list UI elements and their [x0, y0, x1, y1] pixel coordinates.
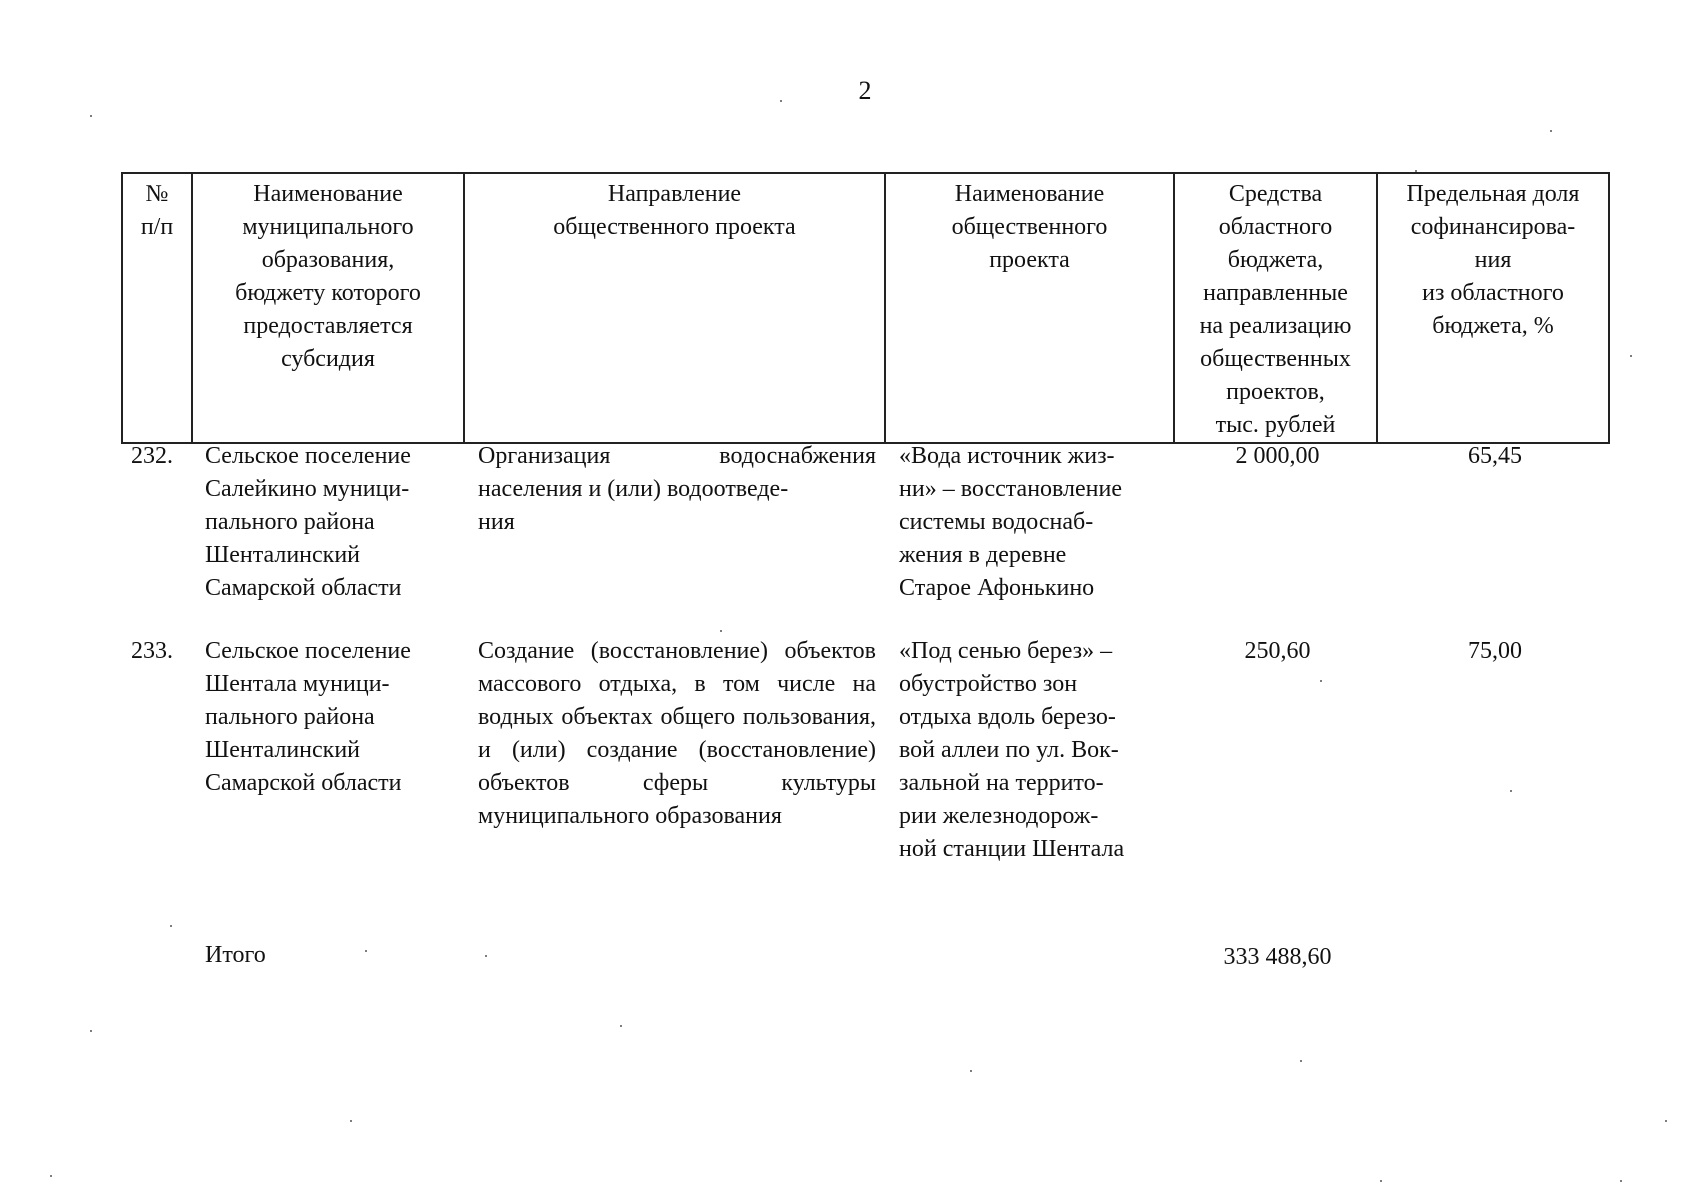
scan-speck: [1630, 355, 1632, 357]
table-header: [121, 172, 1610, 444]
scan-speck: [1300, 1060, 1302, 1062]
row-number: 232.: [131, 443, 173, 469]
row-municipality: Сельское поселение Салейкино муници- пального района Шенталинский Самарской области: [205, 443, 411, 601]
row-project-name: «Вода источник жиз- ни» – восстановление системы водоснаб- жения в деревне Старое Афонькино: [899, 443, 1123, 601]
row-funds: 250,60: [1244, 638, 1311, 664]
scan-speck: [90, 1030, 92, 1032]
scan-speck: [1550, 130, 1552, 132]
row-project-name: «Под сенью берез» – обустройство зон отдыха вдоль березо- вой аллеи по ул. Вок- зальной на террито- рии железнодорож- ной станции Шентала: [899, 638, 1125, 862]
header-project-name: Наименование общественного проекта: [885, 173, 1174, 443]
scan-speck: [365, 950, 367, 952]
row-share: 75,00: [1468, 638, 1522, 664]
header-row: [122, 173, 1609, 443]
scan-speck: [50, 1175, 52, 1177]
scan-speck: [1665, 1120, 1667, 1122]
table-row: [0, 635, 1707, 875]
header-share: Предельная доля софинансирова- ния из областного бюджета, %: [1377, 173, 1609, 443]
scan-speck: [780, 100, 782, 102]
row-municipality: Сельское поселение Шентала муници- пального района Шенталинский Самарской области: [205, 638, 411, 796]
scan-speck: [970, 1070, 972, 1072]
scan-speck: [1415, 170, 1417, 172]
total-label: Итого: [205, 942, 266, 968]
scan-speck: [620, 1025, 622, 1027]
scan-speck: [170, 925, 172, 927]
scan-speck: [90, 115, 92, 117]
scan-speck: [485, 955, 487, 957]
header-number: № п/п: [122, 173, 192, 443]
scan-speck: [1320, 680, 1322, 682]
row-direction: Создание (восстановление) объектов массового отдыха, в том числе на водных объектах общего пользования, и (или) создание (восстановление) объектов сферы культуры муниципального образования: [478, 638, 876, 829]
row-funds: 2 000,00: [1235, 443, 1320, 469]
table-row: [0, 440, 1707, 620]
header-funds: Средства областного бюджета, направленные на реализацию общественных проектов, тыс. рублей: [1174, 173, 1377, 443]
row-direction: Организация водоснабжения населения и (или) водоотведе- ния: [478, 443, 876, 535]
scan-speck: [1380, 1180, 1382, 1182]
row-share: 65,45: [1468, 443, 1522, 469]
header-direction: Направление общественного проекта: [464, 173, 885, 443]
scan-speck: [1620, 1180, 1622, 1182]
header-municipality: Наименование муниципального образования, бюджету которого предоставляется субсидия: [192, 173, 464, 443]
page-number: 2: [858, 76, 872, 105]
scan-speck: [720, 630, 722, 632]
row-number: 233.: [131, 638, 173, 664]
scan-speck: [1510, 790, 1512, 792]
scan-speck: [350, 1120, 352, 1122]
total-value: 333 488,60: [1223, 944, 1332, 970]
